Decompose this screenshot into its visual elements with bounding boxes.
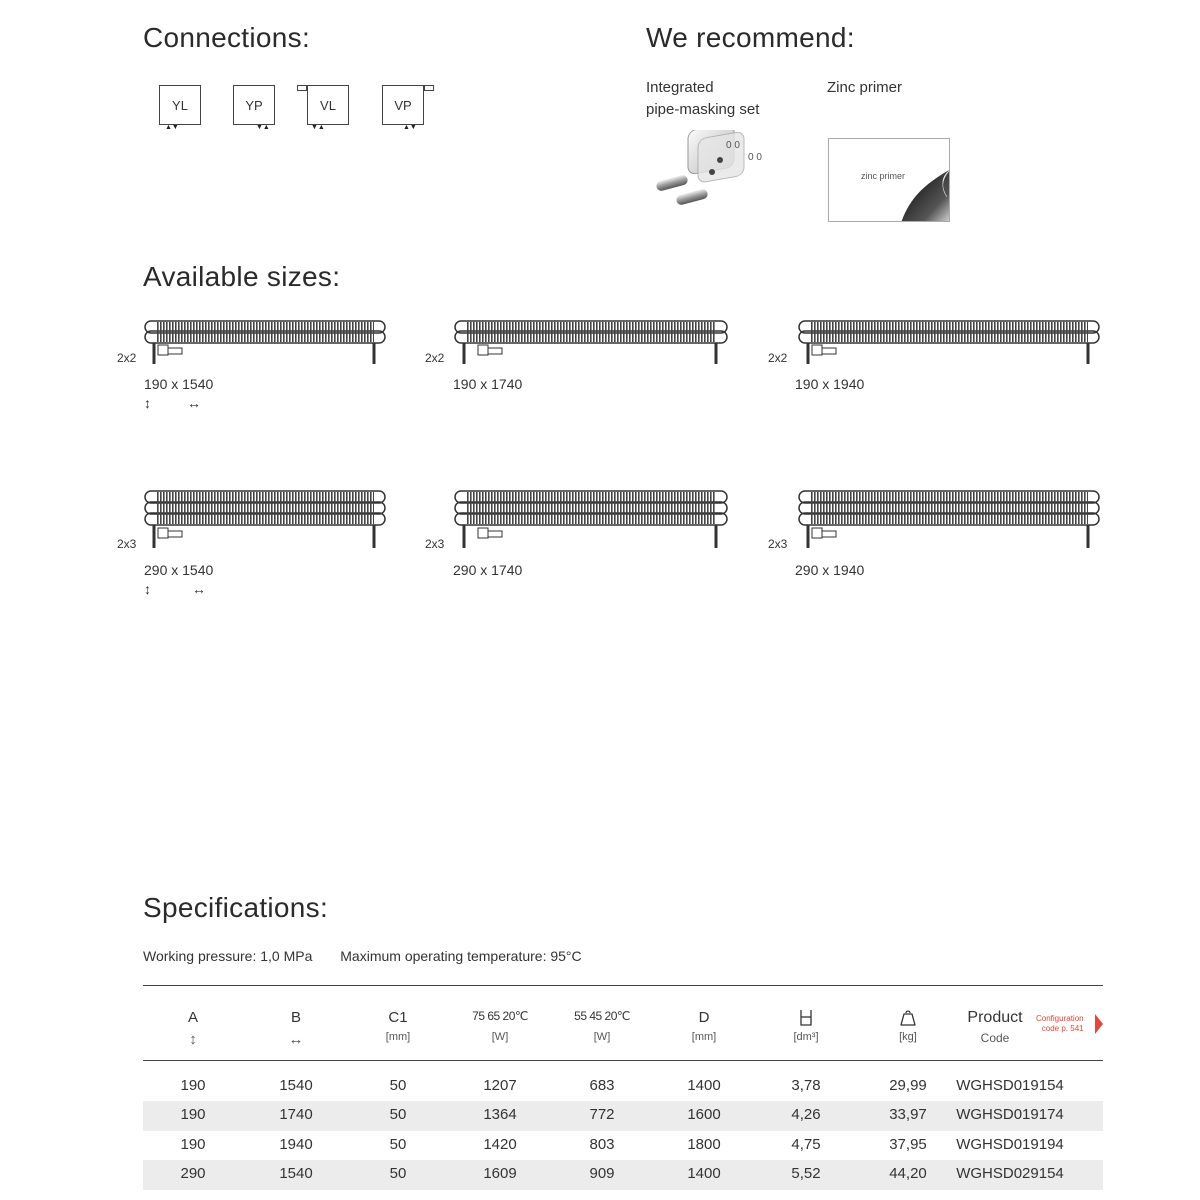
sizes-heading: Available sizes: — [143, 261, 341, 292]
connection-yl: YL — [159, 85, 201, 125]
svg-text:0 0: 0 0 — [726, 140, 740, 151]
connection-vl-top-icon — [297, 85, 307, 91]
connection-yl-arrows: ▲▼ — [165, 124, 179, 131]
size-dimension: 190 x 1540 — [144, 376, 214, 392]
radiator-2x3-1740-icon — [452, 488, 730, 552]
size-dimension: 190 x 1940 — [795, 376, 865, 392]
spec-conditions — [143, 948, 606, 964]
working-pressure: Working pressure: 1,0 MPa — [143, 948, 313, 964]
column-header-b: B ↔ — [251, 1009, 341, 1048]
connection-yp-arrows: ▼▲ — [256, 124, 270, 131]
column-header-a: A ↕ — [148, 1009, 238, 1048]
size-tag: 2x2 — [117, 351, 137, 365]
connection-vp-arrows: ▲▼ — [403, 124, 417, 131]
weight-icon — [899, 1009, 917, 1027]
peeling-corner-icon — [829, 139, 950, 222]
connection-vl-arrows: ▼▲ — [311, 124, 325, 131]
width-arrow-icon: ↔ — [192, 581, 206, 597]
width-arrow-icon: ↔ — [288, 1031, 304, 1048]
recommend-heading: We recommend: — [646, 22, 855, 53]
pipe-masking-set-icon — [648, 130, 778, 210]
radiator-2x2-1740-icon — [452, 318, 730, 368]
radiator-2x3-1940-icon — [796, 488, 1102, 552]
connection-vp-top-icon — [424, 85, 434, 91]
column-header-output-55: 55 45 20℃ [W] — [574, 1009, 630, 1043]
table-row: 290 1540 50 1609 909 1400 5,52 44,20 WGHSD029154 — [143, 1160, 1103, 1190]
size-tag: 2x3 — [425, 537, 445, 551]
zinc-primer-label: Zinc primer — [827, 79, 903, 96]
table-row: 190 1740 50 1364 772 1600 4,26 33,97 WGHSD019174 — [143, 1101, 1103, 1131]
size-dimension: 290 x 1940 — [795, 562, 865, 578]
height-arrow-icon: ↕ — [144, 581, 151, 597]
size-tag: 2x3 — [768, 537, 788, 551]
size-dimension: 290 x 1740 — [453, 562, 523, 578]
max-temperature: Maximum operating temperature: 95°C — [340, 948, 582, 964]
water-container-icon — [799, 1009, 813, 1027]
connections-heading: Connections: — [143, 22, 311, 53]
width-arrow-icon: ↔ — [187, 395, 201, 411]
column-header-product-code: Product Code — [967, 1009, 1023, 1045]
size-tag: 2x3 — [117, 537, 137, 551]
pipe-masking-label: Integrated pipe-masking set — [646, 79, 760, 118]
height-arrow-icon: ↕ — [189, 1031, 197, 1048]
radiator-2x3-1540-icon — [142, 488, 388, 552]
size-dimension: 190 x 1740 — [453, 376, 523, 392]
column-header-c1: C1 [mm] — [385, 1009, 411, 1043]
svg-text:0 0: 0 0 — [748, 152, 762, 163]
column-header-weight: [kg] — [863, 1009, 953, 1043]
connection-yp: YP — [233, 85, 275, 125]
column-header-output-75: 75 65 20℃ [W] — [472, 1009, 528, 1043]
size-dimension: 290 x 1540 — [144, 562, 214, 578]
configuration-note[interactable]: Configuration code p. 541 — [1036, 1014, 1084, 1033]
table-row: 190 1940 50 1420 803 1800 4,75 37,95 WGHSD019194 — [180, 1136, 1064, 1153]
radiator-2x2-1540-icon — [142, 318, 388, 368]
size-tag: 2x2 — [425, 351, 445, 365]
column-header-volume: [dm³] — [761, 1009, 851, 1043]
table-row: 190 1540 50 1207 683 1400 3,78 29,99 WGHSD019154 — [180, 1077, 1064, 1094]
connection-vp: VP — [382, 85, 424, 125]
configuration-arrow-icon[interactable] — [1094, 1013, 1104, 1035]
table-header-rule — [143, 1060, 1103, 1061]
specifications-heading: Specifications: — [143, 892, 329, 923]
size-tag: 2x2 — [768, 351, 788, 365]
height-arrow-icon: ↕ — [144, 395, 151, 411]
zinc-primer-card — [828, 138, 950, 222]
table-top-rule — [143, 985, 1103, 986]
connection-vl: VL — [307, 85, 349, 125]
zinc-primer-card-text: zinc primer — [861, 171, 906, 181]
radiator-2x2-1940-icon — [796, 318, 1102, 368]
column-header-d: D [mm] — [691, 1009, 717, 1043]
